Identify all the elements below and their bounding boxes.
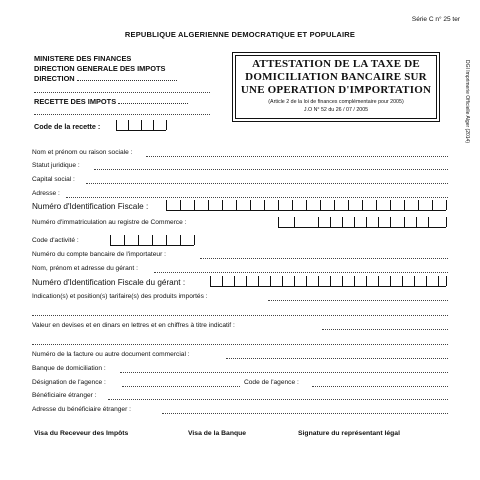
signature-representant: Signature du représentant légal <box>298 430 400 437</box>
dgi-label: DIRECTION GENERALE DES IMPOTS <box>34 64 166 73</box>
republic-heading: REPUBLIQUE ALGERIENNE DEMOCRATIQUE ET POPULAIRE <box>124 30 356 39</box>
compte-field[interactable] <box>200 258 448 259</box>
adresse-benef-label: Adresse du bénéficiaire étranger : <box>32 406 131 413</box>
banque-field[interactable] <box>120 372 448 373</box>
code-activite-cells[interactable] <box>110 235 194 246</box>
capital-label: Capital social : <box>32 176 75 183</box>
adresse-label: Adresse : <box>32 190 60 197</box>
nif-cells[interactable] <box>166 200 446 211</box>
rc-cells[interactable] <box>278 217 446 228</box>
code-recette-label: Code de la recette : <box>34 122 101 131</box>
facture-field[interactable] <box>226 358 448 359</box>
beneficiaire-label: Bénéficiaire étranger : <box>32 392 97 399</box>
visa-banque: Visa de la Banque <box>188 430 247 437</box>
title-jo: J.O N° 52 du 26 / 07 / 2005 <box>303 107 369 113</box>
adresse-field[interactable] <box>66 197 448 198</box>
agence-field[interactable] <box>122 386 240 387</box>
gerant-field[interactable] <box>154 272 448 273</box>
beneficiaire-field[interactable] <box>108 399 448 400</box>
valeur-label: Valeur en devises et en dinars en lettres et en chiffres à titre indicatif : <box>32 322 235 329</box>
indications-label: Indication(s) et position(s) tarifaire(s) des produits importés : <box>32 293 208 300</box>
indications-field-2[interactable] <box>32 315 448 316</box>
rc-label: Numéro d'immatriculation au registre de Commerce : <box>32 219 187 226</box>
direction-extra-line[interactable] <box>34 92 210 93</box>
compte-label: Numéro du compte bancaire de l'importateur : <box>32 251 166 258</box>
code-agence-label: Code de l'agence : <box>244 379 299 386</box>
title-article: (Article 2 de la loi de finances complémentaire pour 2005) <box>268 99 404 105</box>
direction-line <box>34 74 177 84</box>
title-line-2: DOMICILIATION BANCAIRE SUR <box>245 71 427 83</box>
indications-field[interactable] <box>268 300 448 301</box>
adresse-benef-field[interactable] <box>162 413 448 414</box>
capital-field[interactable] <box>86 183 448 184</box>
code-recette-cells[interactable] <box>116 120 166 131</box>
direction-label: DIRECTION <box>34 74 75 83</box>
recette-label: RECETTE DES IMPOTS <box>34 97 117 106</box>
ministry-label: MINISTERE DES FINANCES <box>34 54 132 63</box>
serie-number: Série C n° 25 ter <box>411 16 460 23</box>
title-box <box>232 52 440 122</box>
dgi-line <box>34 64 165 74</box>
nom-field[interactable] <box>146 156 448 157</box>
nif-gerant-cells[interactable] <box>210 276 446 287</box>
valeur-field-2[interactable] <box>32 344 448 345</box>
code-agence-field[interactable] <box>312 386 448 387</box>
title-line-1: ATTESTATION DE LA TAXE DE <box>252 58 420 70</box>
title-line-3: UNE OPERATION D'IMPORTATION <box>240 84 432 96</box>
recette-field[interactable] <box>118 97 188 104</box>
direction-field[interactable] <box>77 74 177 81</box>
agence-label: Désignation de l'agence : <box>32 379 106 386</box>
ministry-line <box>34 54 131 64</box>
gerant-label: Nom, prénom et adresse du gérant : <box>32 265 138 272</box>
statut-field[interactable] <box>94 169 448 170</box>
valeur-field[interactable] <box>322 329 448 330</box>
recette-extra-line[interactable] <box>34 114 210 115</box>
nif-gerant-label: Numéro d'Identification Fiscale du gérant : <box>32 278 186 287</box>
banque-label: Banque de domiciliation : <box>32 365 106 372</box>
statut-label: Statut juridique : <box>32 162 80 169</box>
recette-line <box>34 97 188 107</box>
code-activite-label: Code d'activité : <box>32 237 79 244</box>
visa-receveur: Visa du Receveur des Impôts <box>34 430 129 437</box>
imprimerie-note: DGI Imprimerie Officielle Alger (2014) <box>464 60 470 143</box>
nom-label: Nom et prénom ou raison sociale : <box>32 149 133 156</box>
nif-label: Numéro d'Identification Fiscale : <box>32 202 149 211</box>
facture-label: Numéro de la facture ou autre document commercial : <box>32 351 190 358</box>
